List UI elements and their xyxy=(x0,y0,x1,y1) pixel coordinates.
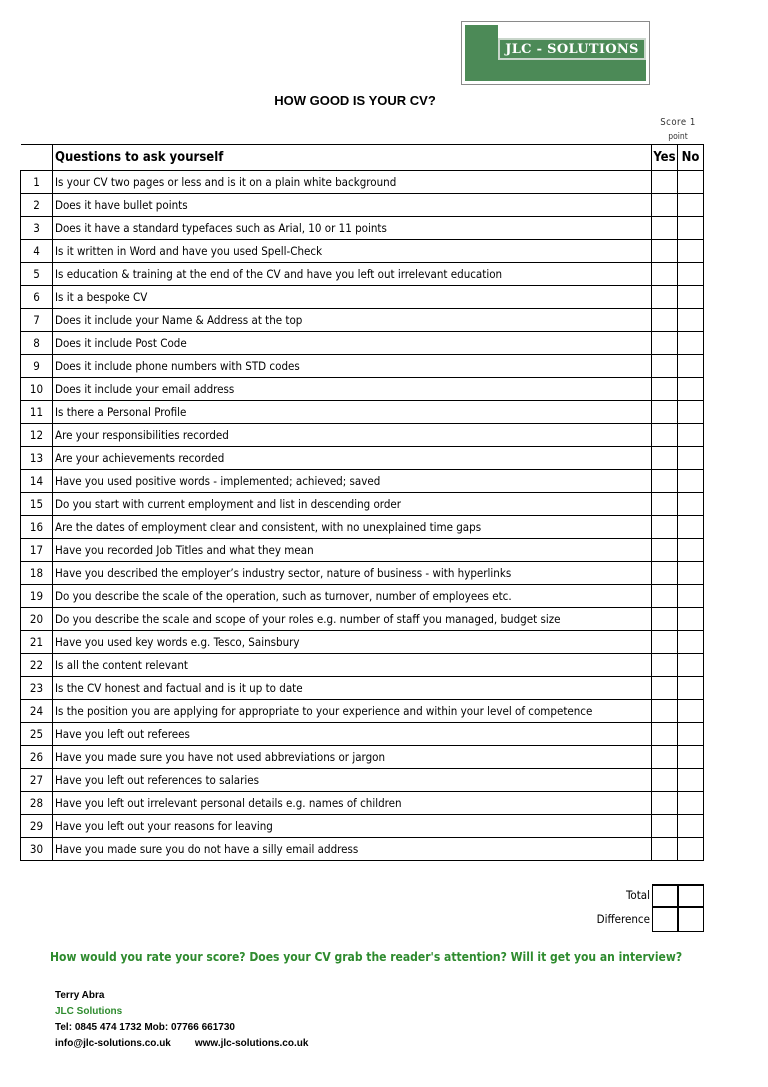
no-checkbox-cell[interactable] xyxy=(678,401,704,424)
table-row xyxy=(21,746,704,769)
table-row xyxy=(21,516,704,539)
yes-checkbox-cell[interactable] xyxy=(652,746,678,769)
table-row xyxy=(21,332,704,355)
total-row xyxy=(560,884,704,908)
contact-block xyxy=(55,988,308,1052)
contact-phones: Tel: 0845 474 1732 Mob: 07766 661730 xyxy=(55,1022,235,1033)
row-question: Have you left out irrelevant personal details e.g. names of children xyxy=(53,792,652,815)
row-number: 14 xyxy=(21,470,53,493)
yes-checkbox-cell[interactable] xyxy=(652,631,678,654)
table-row xyxy=(21,608,704,631)
yes-checkbox-cell[interactable] xyxy=(652,700,678,723)
row-question: Do you describe the scale and scope of your roles e.g. number of staff you managed, budget size xyxy=(53,608,652,631)
logo-green-bottom xyxy=(498,60,646,81)
row-number: 18 xyxy=(21,562,53,585)
row-number: 7 xyxy=(21,309,53,332)
contact-web-line xyxy=(55,1036,308,1052)
table-row xyxy=(21,470,704,493)
totals-section xyxy=(560,884,704,932)
table-row xyxy=(21,815,704,838)
no-checkbox-cell[interactable] xyxy=(678,263,704,286)
yes-checkbox-cell[interactable] xyxy=(652,493,678,516)
contact-website[interactable]: www.jlc-solutions.co.uk xyxy=(194,1038,309,1049)
row-question: Is it written in Word and have you used Spell-Check xyxy=(53,240,652,263)
difference-no-cell[interactable] xyxy=(678,908,704,932)
table-row xyxy=(21,171,704,194)
row-number: 10 xyxy=(21,378,53,401)
no-checkbox-cell[interactable] xyxy=(678,470,704,493)
row-question: Have you used positive words - implemented; achieved; saved xyxy=(53,470,652,493)
no-checkbox-cell[interactable] xyxy=(678,654,704,677)
no-checkbox-cell[interactable] xyxy=(678,838,704,861)
table-header-row xyxy=(21,145,704,171)
no-checkbox-cell[interactable] xyxy=(678,240,704,263)
yes-checkbox-cell[interactable] xyxy=(652,792,678,815)
row-question: Does it include your Name & Address at the top xyxy=(53,309,652,332)
table-row xyxy=(21,217,704,240)
no-checkbox-cell[interactable] xyxy=(678,309,704,332)
row-number: 15 xyxy=(21,493,53,516)
no-checkbox-cell[interactable] xyxy=(678,332,704,355)
table-row xyxy=(21,240,704,263)
table-row xyxy=(21,286,704,309)
no-checkbox-cell[interactable] xyxy=(678,723,704,746)
contact-email[interactable]: info@jlc-solutions.co.uk xyxy=(55,1038,171,1049)
yes-checkbox-cell[interactable] xyxy=(652,815,678,838)
row-number: 4 xyxy=(21,240,53,263)
page-title: HOW GOOD IS YOUR CV? xyxy=(274,93,436,108)
no-checkbox-cell[interactable] xyxy=(678,194,704,217)
no-checkbox-cell[interactable] xyxy=(678,378,704,401)
row-number: 20 xyxy=(21,608,53,631)
no-checkbox-cell[interactable] xyxy=(678,677,704,700)
total-label: Total xyxy=(626,888,650,902)
table-row xyxy=(21,539,704,562)
no-checkbox-cell[interactable] xyxy=(678,746,704,769)
yes-checkbox-cell[interactable] xyxy=(652,723,678,746)
yes-checkbox-cell[interactable] xyxy=(652,424,678,447)
row-question: Have you left out references to salaries xyxy=(53,769,652,792)
row-question: Have you left out your reasons for leaving xyxy=(53,815,652,838)
no-checkbox-cell[interactable] xyxy=(678,355,704,378)
difference-yes-cell[interactable] xyxy=(652,908,678,932)
table-row xyxy=(21,263,704,286)
row-number: 30 xyxy=(21,838,53,861)
table-row xyxy=(21,447,704,470)
yes-checkbox-cell[interactable] xyxy=(652,309,678,332)
no-checkbox-cell[interactable] xyxy=(678,631,704,654)
row-number: 1 xyxy=(21,171,53,194)
row-number: 23 xyxy=(21,677,53,700)
header-no: No xyxy=(678,145,704,171)
yes-checkbox-cell[interactable] xyxy=(652,562,678,585)
no-checkbox-cell[interactable] xyxy=(678,700,704,723)
row-question: Are the dates of employment clear and consistent, with no unexplained time gaps xyxy=(53,516,652,539)
no-checkbox-cell[interactable] xyxy=(678,562,704,585)
row-question: Does it include Post Code xyxy=(53,332,652,355)
yes-checkbox-cell[interactable] xyxy=(652,539,678,562)
row-number: 16 xyxy=(21,516,53,539)
row-question: Does it have bullet points xyxy=(53,194,652,217)
no-checkbox-cell[interactable] xyxy=(678,286,704,309)
header-yes: Yes xyxy=(652,145,678,171)
yes-checkbox-cell[interactable] xyxy=(652,585,678,608)
score-note-line1: Score 1 xyxy=(660,117,696,128)
yes-checkbox-cell[interactable] xyxy=(652,286,678,309)
no-checkbox-cell[interactable] xyxy=(678,539,704,562)
row-number: 19 xyxy=(21,585,53,608)
table-row xyxy=(21,424,704,447)
row-number: 6 xyxy=(21,286,53,309)
no-checkbox-cell[interactable] xyxy=(678,447,704,470)
row-question: Is the position you are applying for appropriate to your experience and within your level of competence xyxy=(53,700,652,723)
row-number: 5 xyxy=(21,263,53,286)
yes-checkbox-cell[interactable] xyxy=(652,677,678,700)
yes-checkbox-cell[interactable] xyxy=(652,769,678,792)
yes-checkbox-cell[interactable] xyxy=(652,838,678,861)
yes-checkbox-cell[interactable] xyxy=(652,401,678,424)
row-number: 27 xyxy=(21,769,53,792)
table-row xyxy=(21,401,704,424)
yes-checkbox-cell[interactable] xyxy=(652,355,678,378)
table-row xyxy=(21,700,704,723)
row-question: Have you used key words e.g. Tesco, Sainsbury xyxy=(53,631,652,654)
questions-table xyxy=(20,144,704,861)
no-checkbox-cell[interactable] xyxy=(678,585,704,608)
yes-checkbox-cell[interactable] xyxy=(652,516,678,539)
yes-checkbox-cell[interactable] xyxy=(652,447,678,470)
table-row xyxy=(21,355,704,378)
no-checkbox-cell[interactable] xyxy=(678,792,704,815)
row-number: 2 xyxy=(21,194,53,217)
row-number: 17 xyxy=(21,539,53,562)
total-yes-cell[interactable] xyxy=(652,884,678,908)
table-row xyxy=(21,309,704,332)
row-number: 28 xyxy=(21,792,53,815)
yes-checkbox-cell[interactable] xyxy=(652,608,678,631)
logo-green-block xyxy=(465,25,498,81)
row-number: 8 xyxy=(21,332,53,355)
row-question: Have you left out referees xyxy=(53,723,652,746)
table-row xyxy=(21,792,704,815)
header-questions: Questions to ask yourself xyxy=(53,145,652,171)
no-checkbox-cell[interactable] xyxy=(678,516,704,539)
row-question: Is it a bespoke CV xyxy=(53,286,652,309)
no-checkbox-cell[interactable] xyxy=(678,815,704,838)
score-note xyxy=(652,115,704,145)
row-question: Does it include phone numbers with STD codes xyxy=(53,355,652,378)
table-row xyxy=(21,585,704,608)
yes-checkbox-cell[interactable] xyxy=(652,654,678,677)
company-logo xyxy=(461,21,650,85)
row-question: Is the CV honest and factual and is it up to date xyxy=(53,677,652,700)
yes-checkbox-cell[interactable] xyxy=(652,378,678,401)
yes-checkbox-cell[interactable] xyxy=(652,470,678,493)
row-number: 29 xyxy=(21,815,53,838)
rate-score-question: How would you rate your score? Does your CV grab the reader's attention? Will it get you an interview? xyxy=(50,950,683,964)
yes-checkbox-cell[interactable] xyxy=(652,332,678,355)
yes-checkbox-cell[interactable] xyxy=(652,194,678,217)
row-number: 22 xyxy=(21,654,53,677)
row-question: Does it include your email address xyxy=(53,378,652,401)
row-number: 21 xyxy=(21,631,53,654)
no-checkbox-cell[interactable] xyxy=(678,171,704,194)
row-number: 3 xyxy=(21,217,53,240)
logo-text-banner xyxy=(498,38,646,60)
table-row xyxy=(21,723,704,746)
row-question: Do you describe the scale of the operation, such as turnover, number of employees etc. xyxy=(53,585,652,608)
row-number: 9 xyxy=(21,355,53,378)
row-question: Is your CV two pages or less and is it on a plain white background xyxy=(53,171,652,194)
row-question: Is education & training at the end of the CV and have you left out irrelevant education xyxy=(53,263,652,286)
row-number: 11 xyxy=(21,401,53,424)
yes-checkbox-cell[interactable] xyxy=(652,217,678,240)
contact-name: Terry Abra xyxy=(55,990,105,1001)
total-no-cell[interactable] xyxy=(678,884,704,908)
table-row xyxy=(21,769,704,792)
row-question: Is there a Personal Profile xyxy=(53,401,652,424)
difference-row xyxy=(560,908,704,932)
no-checkbox-cell[interactable] xyxy=(678,769,704,792)
header-number-cell xyxy=(21,145,53,171)
row-question: Have you recorded Job Titles and what they mean xyxy=(53,539,652,562)
row-number: 26 xyxy=(21,746,53,769)
row-question: Have you made sure you do not have a silly email address xyxy=(53,838,652,861)
no-checkbox-cell[interactable] xyxy=(678,608,704,631)
row-number: 13 xyxy=(21,447,53,470)
row-question: Are your achievements recorded xyxy=(53,447,652,470)
no-checkbox-cell[interactable] xyxy=(678,493,704,516)
yes-checkbox-cell[interactable] xyxy=(652,263,678,286)
table-row xyxy=(21,677,704,700)
row-question: Does it have a standard typefaces such as Arial, 10 or 11 points xyxy=(53,217,652,240)
row-number: 24 xyxy=(21,700,53,723)
logo-text: JLC - SOLUTIONS xyxy=(505,41,639,57)
table-row xyxy=(21,493,704,516)
table-row xyxy=(21,378,704,401)
table-row xyxy=(21,654,704,677)
yes-checkbox-cell[interactable] xyxy=(652,171,678,194)
contact-company: JLC Solutions xyxy=(55,1006,123,1017)
table-row xyxy=(21,631,704,654)
table-row xyxy=(21,562,704,585)
difference-label: Difference xyxy=(596,912,650,926)
no-checkbox-cell[interactable] xyxy=(678,217,704,240)
row-number: 12 xyxy=(21,424,53,447)
row-question: Are your responsibilities recorded xyxy=(53,424,652,447)
row-question: Have you described the employer’s industry sector, nature of business - with hyperlinks xyxy=(53,562,652,585)
row-question: Is all the content relevant xyxy=(53,654,652,677)
yes-checkbox-cell[interactable] xyxy=(652,240,678,263)
score-note-line2: point xyxy=(668,132,688,142)
row-number: 25 xyxy=(21,723,53,746)
row-question: Do you start with current employment and list in descending order xyxy=(53,493,652,516)
table-row xyxy=(21,194,704,217)
row-question: Have you made sure you have not used abbreviations or jargon xyxy=(53,746,652,769)
table-row xyxy=(21,838,704,861)
no-checkbox-cell[interactable] xyxy=(678,424,704,447)
